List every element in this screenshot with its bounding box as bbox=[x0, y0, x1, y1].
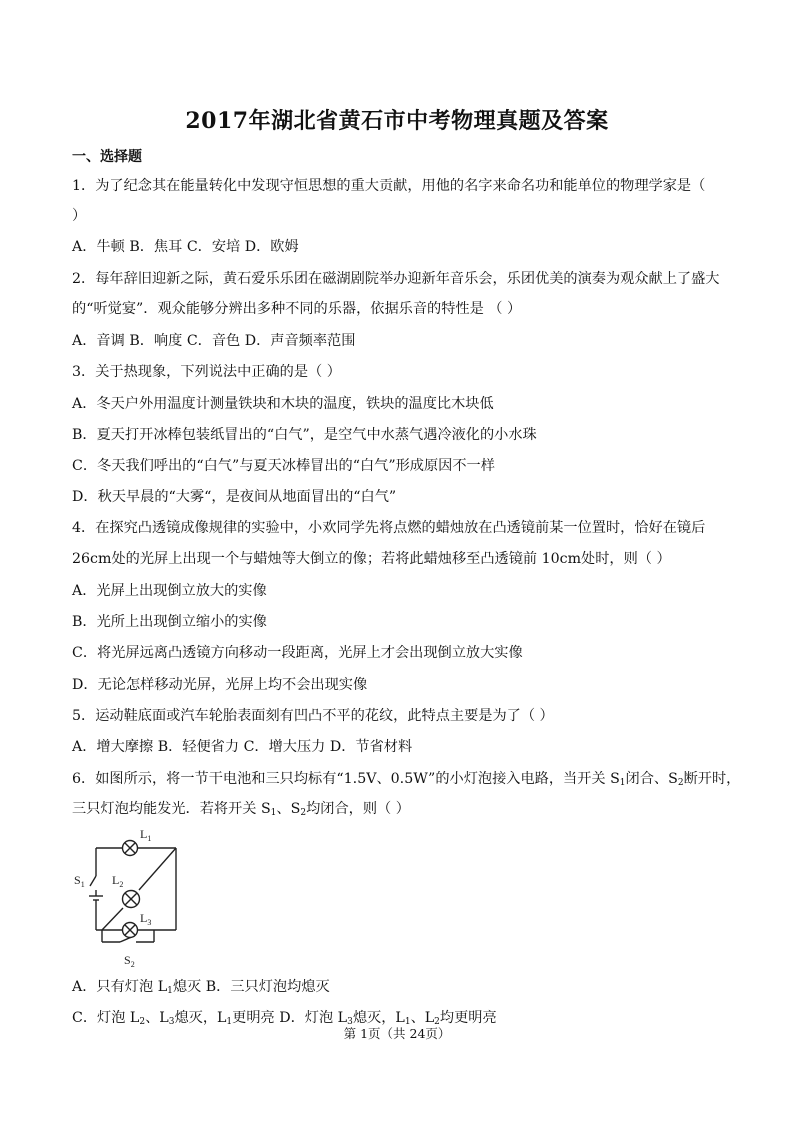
text-segment: 更明亮 D．灯泡 L bbox=[232, 1010, 348, 1026]
page-title: 2017年湖北省黄石市中考物理真题及答案 bbox=[185, 108, 609, 134]
circuit-diagram bbox=[72, 824, 182, 972]
lamp-l3-icon bbox=[123, 923, 138, 938]
subscript: 2 bbox=[677, 778, 684, 788]
text-segment: 熄灭，L bbox=[174, 1010, 227, 1026]
subscript: 1 bbox=[404, 1017, 411, 1027]
lamp-l1-icon bbox=[123, 841, 138, 856]
text-segment: 熄灭 B．三只灯泡均熄灭 bbox=[172, 979, 330, 995]
text-line: A．增大摩擦 B．轻便省力 C．增大压力 D．节省材料 bbox=[72, 739, 413, 755]
subscript: 2 bbox=[434, 1017, 440, 1027]
text-line: A．光屏上出现倒立放大的实像 bbox=[72, 583, 267, 599]
text-line: 的“听觉宴”．观众能够分辨出多种不同的乐器，依据乐音的特性是 （ ） bbox=[72, 301, 522, 317]
text-line: D．秋天早晨的“大雾“，是夜间从地面冒出的“白气” bbox=[72, 489, 397, 505]
subscript: 2 bbox=[139, 1017, 146, 1027]
subscript: 1 bbox=[270, 808, 277, 818]
text-segment: 熄灭，L bbox=[352, 1010, 405, 1026]
text-segment: 6．如图所示，将一节干电池和三只均标有“1.5V、0.5W”的小灯泡接入电路，当开关 S bbox=[72, 771, 620, 787]
subscript: 3 bbox=[347, 1017, 353, 1027]
text-line: B．光所上出现倒立缩小的实像 bbox=[72, 614, 267, 630]
page-footer: 第 1页（共 24页） bbox=[343, 1026, 451, 1041]
text-segment: 闭合、S bbox=[625, 771, 678, 787]
text-line: 4．在探究凸透镜成像规律的实验中，小欢同学先将点燃的蜡烛放在凸透镜前某一位置时，恰好在镜后 bbox=[72, 520, 706, 536]
subscript: 1 bbox=[226, 1017, 233, 1027]
text-line: A．冬天户外用温度计测量铁块和木块的温度，铁块的温度比木块低 bbox=[72, 396, 494, 412]
label-l1: $L_1$ bbox=[140, 827, 152, 843]
label-l3: $L_3$ bbox=[140, 911, 152, 927]
text-line: B．夏天打开冰棒包装纸冒出的“白气”，是空气中水蒸气遇冷液化的小水珠 bbox=[72, 427, 537, 443]
text-line: ） bbox=[72, 208, 87, 224]
text-line: D．无论怎样移动光屏，光屏上均不会出现实像 bbox=[72, 677, 368, 693]
section-heading: 一、选择题 bbox=[72, 149, 142, 165]
text-line: C．冬天我们呼出的“白气”与夏天冰棒冒出的“白气”形成原因不一样 bbox=[72, 458, 495, 474]
text-segment: 、S bbox=[276, 801, 301, 817]
text-line: 1．为了纪念其在能量转化中发现守恒思想的重大贡献，用他的名字来命名功和能单位的物理学家是（ bbox=[72, 178, 706, 194]
text-segment: 均更明亮 bbox=[439, 1010, 497, 1026]
label-s1: $S_1$ bbox=[74, 873, 85, 889]
label-l2: $L_2$ bbox=[112, 873, 124, 889]
subscript: 2 bbox=[300, 808, 307, 818]
text-line: 2．每年辞旧迎新之际，黄石爱乐乐团在磁湖剧院举办迎新年音乐会，乐团优美的演奏为观众献上了盛大 bbox=[72, 271, 720, 287]
text-segment: 、L bbox=[410, 1010, 435, 1026]
subscript: 3 bbox=[168, 1017, 175, 1027]
lamp-l2-icon bbox=[123, 891, 140, 908]
text-segment: A．只有灯泡 L bbox=[72, 979, 168, 995]
question-6-options-ab bbox=[72, 978, 330, 1000]
subscript: 1 bbox=[619, 778, 626, 788]
text-line: 3．关于热现象，下列说法中正确的是（ ） bbox=[72, 364, 341, 380]
text-segment: 、L bbox=[145, 1010, 169, 1026]
text-line: A．音调 B．响度 C．音色 D．声音频率范围 bbox=[72, 333, 356, 349]
text-segment: 均闭合，则（ ） bbox=[306, 801, 410, 817]
text-segment: 断开时， bbox=[683, 771, 741, 787]
question-6-line-2 bbox=[72, 800, 410, 822]
text-segment: C．灯泡 L bbox=[72, 1010, 140, 1026]
text-segment: 三只灯泡均能发光．若将开关 S bbox=[72, 801, 271, 817]
label-s2: $S_2$ bbox=[124, 953, 135, 969]
subscript: 1 bbox=[167, 986, 173, 996]
text-line: 26cm处的光屏上出现一个与蜡烛等大倒立的像；若将此蜡烛移至凸透镜前 10cm处时，则（ ） bbox=[72, 551, 671, 567]
text-line: C．将光屏远离凸透镜方向移动一段距离，光屏上才会出现倒立放大实像 bbox=[72, 645, 523, 661]
text-line: 5．运动鞋底面或汽车轮胎表面刻有凹凸不平的花纹，此特点主要是为了（ ） bbox=[72, 708, 554, 724]
text-line: A．牛顿 B．焦耳 C．安培 D．欧姆 bbox=[72, 239, 299, 255]
question-6-line-1 bbox=[72, 770, 740, 792]
